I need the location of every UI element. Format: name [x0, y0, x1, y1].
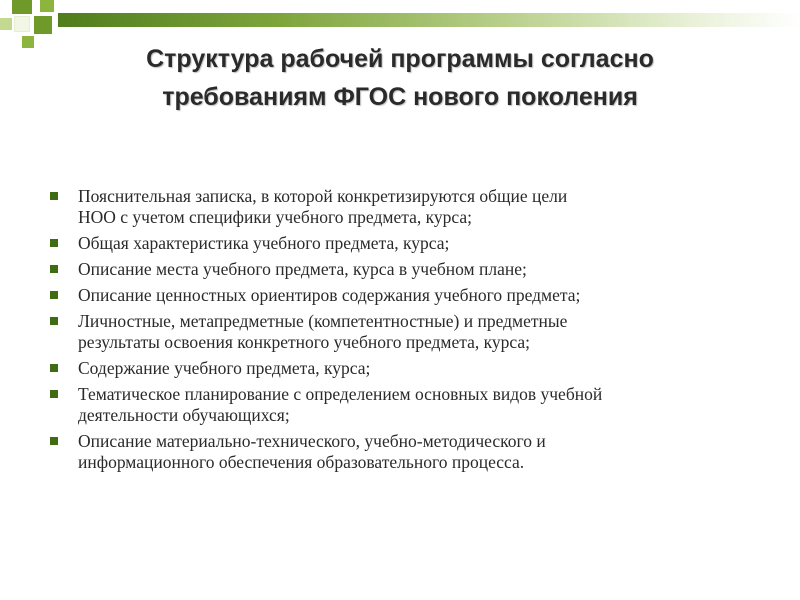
decor-square [22, 36, 34, 48]
bullet-list [48, 186, 768, 473]
list-item-text: информационного обеспечения образовательного процесса. [78, 452, 525, 472]
square-bullet-icon [50, 390, 58, 398]
square-bullet-icon [50, 364, 58, 372]
slide-title [60, 40, 740, 116]
top-gradient-bar [58, 13, 800, 27]
list-item-text: деятельности обучающихся; [78, 405, 290, 425]
decor-square [12, 0, 32, 14]
decor-square [0, 18, 12, 30]
list-item-text: Тематическое планирование с определением основных видов учебной [78, 384, 603, 404]
title-line-2: требованиям ФГОС нового поколения [162, 83, 638, 111]
list-item [48, 384, 768, 426]
list-item [48, 233, 768, 254]
list-item-text: Пояснительная записка, в которой конкретизируются общие цели [78, 186, 568, 206]
list-item [48, 311, 768, 353]
list-item [48, 431, 768, 473]
list-item-text: Описание ценностных ориентиров содержания учебного предмета; [78, 285, 581, 305]
list-item-text: результаты освоения конкретного учебного предмета, курса; [78, 332, 530, 352]
title-line-1: Структура рабочей программы согласно [146, 45, 654, 73]
list-item [48, 358, 768, 379]
square-bullet-icon [50, 265, 58, 273]
square-bullet-icon [50, 239, 58, 247]
list-item [48, 186, 768, 228]
list-item [48, 285, 768, 306]
list-item-text: Описание материально-технического, учебно-методического и [78, 431, 546, 451]
decor-square [40, 0, 54, 12]
list-item-text: Личностные, метапредметные (компетентностные) и предметные [78, 311, 568, 331]
decor-square [34, 16, 52, 34]
square-bullet-icon [50, 192, 58, 200]
square-bullet-icon [50, 317, 58, 325]
list-item [48, 259, 768, 280]
list-item-text: Содержание учебного предмета, курса; [78, 358, 371, 378]
list-item-text: Общая характеристика учебного предмета, курса; [78, 233, 450, 253]
square-bullet-icon [50, 291, 58, 299]
list-item-text: НОО с учетом специфики учебного предмета, курса; [78, 207, 472, 227]
content-area [48, 186, 768, 478]
list-item-text: Описание места учебного предмета, курса в учебном плане; [78, 259, 527, 279]
square-bullet-icon [50, 437, 58, 445]
decor-square [14, 16, 30, 32]
